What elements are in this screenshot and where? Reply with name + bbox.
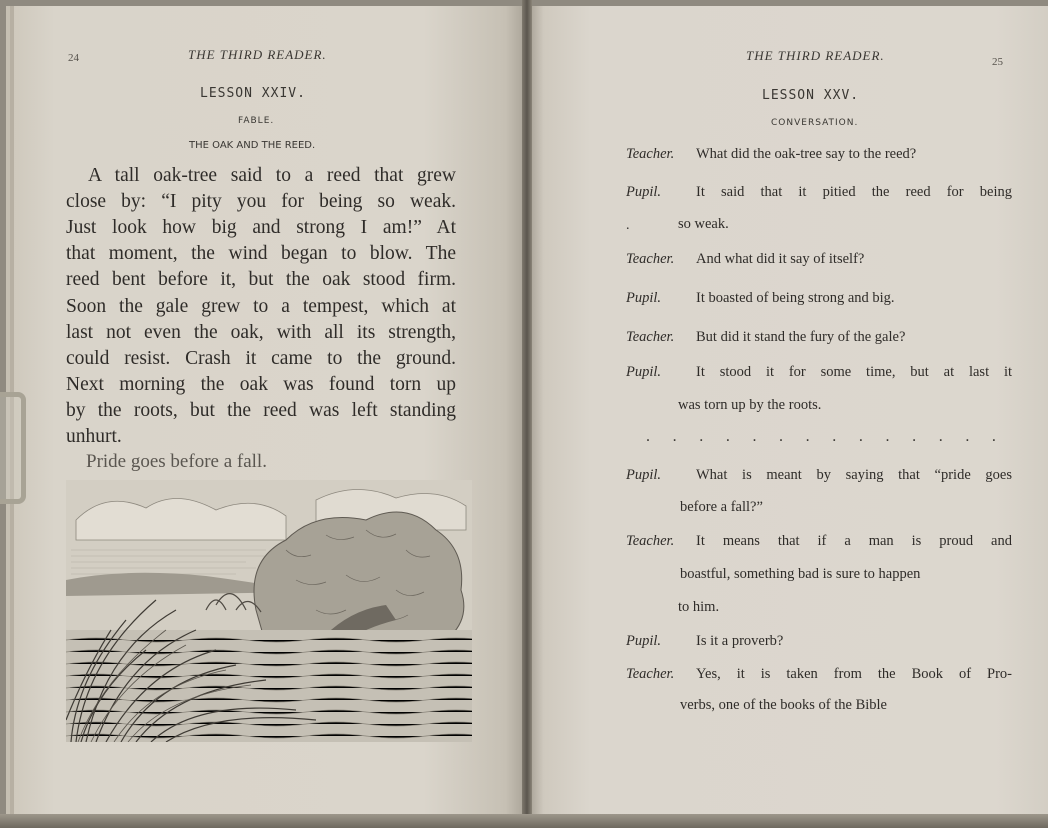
dialogue-line: But did it stand the fury of the gale?: [696, 329, 906, 345]
dialogue-line: It stood it for some time, but at last it: [696, 364, 1012, 380]
speaker-label: Pupil.: [626, 290, 662, 306]
book-clasp-icon: [0, 392, 26, 504]
fable-line: Just look how big and strong I am!” At: [66, 217, 456, 238]
dialogue-line: boastful, something bad is sure to happen: [680, 566, 921, 582]
dialogue-line: Is it a proverb?: [696, 633, 784, 649]
dialogue-line: verbs, one of the books of the Bible: [680, 697, 887, 713]
oak-and-reeds-engraving-icon: [66, 480, 472, 742]
left-lesson-title: LESSON XXIV.: [200, 86, 306, 101]
stray-bullet: .: [626, 218, 630, 233]
table-edge: [0, 814, 1048, 828]
conversation-label: CONVERSATION.: [771, 118, 859, 128]
section-break-dots: . . . . . . . . . . . . . .: [646, 428, 996, 445]
dialogue-line: was torn up by the roots.: [678, 397, 822, 413]
speaker-label: Pupil.: [626, 184, 662, 200]
dialogue-line: It means that if a man is proud and: [696, 533, 1012, 549]
left-page-number: 24: [68, 52, 79, 64]
right-running-head: THE THIRD READER.: [746, 48, 885, 63]
dialogue-line: before a fall?”: [680, 499, 763, 515]
fable-line: unhurt.: [66, 426, 122, 447]
right-page-number: 25: [992, 56, 1003, 68]
speaker-label: Pupil.: [626, 467, 662, 483]
fable-line: Next morning the oak was found torn up: [66, 374, 456, 395]
dialogue-line: It said that it pitied the reed for being: [696, 184, 1012, 200]
speaker-label: Teacher.: [626, 666, 675, 682]
speaker-label: Teacher.: [626, 146, 675, 162]
book-spine: [522, 0, 532, 828]
moral-text: Pride goes before a fall.: [86, 451, 267, 472]
fable-line: by the roots, but the reed was left standing: [66, 400, 456, 421]
dialogue-line: What did the oak-tree say to the reed?: [696, 146, 917, 162]
dialogue-line: And what did it say of itself?: [696, 251, 865, 267]
fable-line: could resist. Crash it came to the ground.: [66, 348, 456, 369]
speaker-label: Teacher.: [626, 533, 675, 549]
fable-line: A tall oak-tree said to a reed that grew: [88, 165, 456, 186]
right-lesson-title: LESSON XXV.: [762, 88, 860, 103]
fable-line: reed bent before it, but the oak stood firm.: [66, 269, 456, 290]
speaker-label: Pupil.: [626, 364, 662, 380]
genre-label: FABLE.: [238, 116, 275, 126]
story-title: THE OAK AND THE REED.: [189, 140, 316, 151]
dialogue-line: so weak.: [678, 216, 729, 232]
dialogue-line: Yes, it is taken from the Book of Pro-: [696, 666, 1012, 682]
speaker-label: Pupil.: [626, 633, 662, 649]
fable-line: that moment, the wind began to blow. The: [66, 243, 456, 264]
left-running-head: THE THIRD READER.: [188, 47, 327, 62]
speaker-label: Teacher.: [626, 329, 675, 345]
dialogue-line: What is meant by saying that “pride goes: [696, 467, 1012, 483]
speaker-label: Teacher.: [626, 251, 675, 267]
fable-line: close by: “I pity you for being so weak.: [66, 191, 456, 212]
fable-line: Soon the gale grew to a tempest, which at: [66, 296, 456, 317]
fable-line: last not even the oak, with all its strength,: [66, 322, 456, 343]
dialogue-line: It boasted of being strong and big.: [696, 290, 895, 306]
dialogue-line: to him.: [678, 599, 720, 615]
